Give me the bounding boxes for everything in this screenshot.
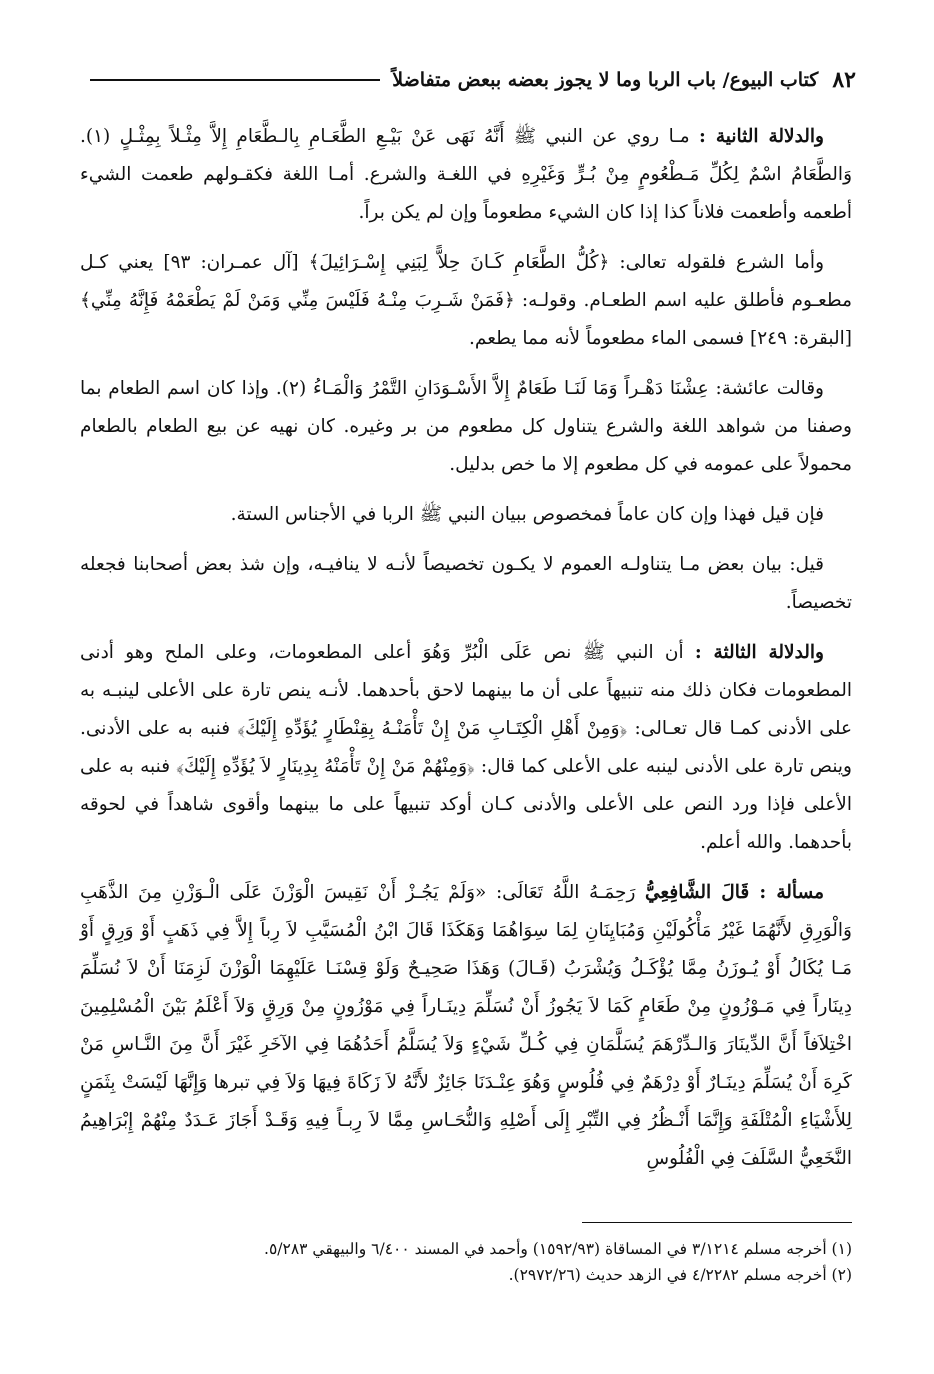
paragraph-text: مـا روي عن النبي ﷺ أَنَّهُ نَهَى عَنْ بَيْـعِ الطَّعَـامِ بِالـطَّعَامِ إِلاَّ مِثْـلاً بِمِثْـلٍ (١). وَالطَّعَامُ اسْمٌ لِكُلِّ مَـطْعُومٍ مِنْ بُـرٍّ وَغَيْرِهِ في اللغـة والشرع. أمـا اللغة فكقـولهم طعمت الشيء أطعمه وأطعمت فلاناً كذا إذا كان الشيء مطعوماً وإن لم يكن براً. xyxy=(80,126,852,223)
paragraph-lead: والدلالة الثانية : xyxy=(699,126,824,147)
paragraph xyxy=(80,118,852,232)
footnote: (٢) أخرجه مسلم ٤/٢٢٨٢ في الزهد حديث (٢٩٧٢/٢٦). xyxy=(508,1266,852,1284)
paragraph-text: فإن قيل فهذا وإن كان عاماً فمخصوص ببيان النبي ﷺ الربا في الأجناس الستة. xyxy=(230,504,824,525)
footnote-rule xyxy=(582,1222,852,1223)
paragraph xyxy=(80,874,852,1178)
paragraph-text: رَحِمَـهُ اللَّهُ تَعَالَى: «وَلَمْ يَجُـزْ أَنْ نَقِيسَ الْوَزْنَ عَلَى الْـوَزْنِ مِنَ الذَّهَبِ وَالْوَرِقِ لأَنَّهُمَا غَيْرُ مَأْكُولَيْنِ وَمُبَايِنَانِ لِمَا سِوَاهُمَا وَهَكَذَا قَالَ ابْنُ الْمُسَيَّبِ لاَ رِباً إِلاَّ فِي ذَهَبٍ أَوْ وَرِقٍ أَوْ مَـا يُكَالُ أَوْ يُـوزَنُ مِمَّا يُؤْكَـلُ وَيُشْرَبُ (قَـالَ) وَهَذَا صَحِيـحٌ وَلَوْ قِسْنَـا عَلَيْهِمَا الْوَزْنَ لَزِمَنَا أَنْ لاَ نُسَلِّمَ دِينَاراً فِي مَـوْزُونٍ مِنْ طَعَامٍ كَمَا لاَ يَجُوزُ أَنْ نُسَلِّمَ دِينَـاراً فِي مَوْزُونٍ مِنْ وَرِقٍ وَلاَ أَعْلَمُ بَيْنَ الْمُسْلِمِينَ اخْتِلاَفاً أَنَّ الدِّينَارَ وَالـدِّرْهَمَ يُسَلَّمَانِ فِي كُـلِّ شَيْءٍ وَلاَ يُسَلَّمُ أَحَدُهُمَا فِي الآخَرِ غَيْرَ أَنَّ مِنَ النَّـاسِ مَنْ كَرِهَ أَنْ يُسَلِّمَ دِينَـارٌ أَوْ دِرْهَمٌ فِي فُلُوسٍ وَهُوَ عِنْـدَنَا جَائِزٌ لأَنَّهُ لاَ زَكَاةَ فِيهَا وَلاَ فِي تبرها وَإِنَّهَا لَيْسَتْ بِثَمَنٍ لِلأَشْيَاءِ الْمُتْلَفَةِ وَإِنَّمَا أَنْـظُرُ فِي التِّبْرِ إِلَى أَصْلِهِ وَالنُّحَـاسِ مِمَّا لاَ رِبـاً فِيهِ وَقَـدْ أَجَازَ عَـدَدٌ مِنْهُمْ إِبْرَاهِيمُ النَّخَعِيُّ السَّلَفَ فِي الْفُلُوسِ xyxy=(80,882,852,1169)
page-header xyxy=(78,60,856,100)
paragraph-text: قيل: بيان بعض مـا يتناولـه العموم لا يكـون تخصيصاً لأنـه لا ينافيـه، وإن شذ بعض أصحابنا فجعله تخصيصاً. xyxy=(80,554,852,613)
paragraph xyxy=(80,370,852,484)
paragraph-text: وأما الشرع فلقوله تعالى: ﴿كُلُّ الطَّعَامِ كَـانَ حِلاًّ لِبَنِي إِسْـرَائِيلَ﴾ [آل عمـران: ٩٣] يعني كـل مطعـوم فأطلق عليه اسم الطعـام. وقولـه: ﴿فَمَنْ شَـرِبَ مِنْـهُ فَلَيْسَ مِنِّي وَمَنْ لَمْ يَطْعَمْهُ فَإِنَّهُ مِنِّي﴾ [البقرة: ٢٤٩] فسمى الماء مطعوماً لأنه مما يطعم. xyxy=(80,252,852,349)
paragraph-lead: والدلالة الثالثة : xyxy=(694,642,824,663)
paragraph xyxy=(80,244,852,358)
footnote: (١) أخرجه مسلم ٣/١٢١٤ في المساقاة (١٥٩٢/٩٣) وأحمد في المسند ٦/٤٠٠ والبيهقي ٥/٢٨٣. xyxy=(264,1240,852,1258)
header-rule xyxy=(90,79,380,81)
paragraph-text: وقالت عائشة: عِشْنَا دَهْـراً وَمَا لَنَـا طَعَامٌ إِلاَّ الأَسْـوَدَانِ التَّمْرُ وَالْمَـاءُ (٢). وإذا كان اسم الطعام بما وصفنا من شواهد اللغة والشرع يتناول كل مطعوم من بر وغيره. كان نهيه عن بيع الطعام بالطعام محمولاً على عمومه في كل مطعوم إلا ما خص بدليل. xyxy=(80,378,852,475)
paragraph-lead: مسألة : قَالَ الشَّافِعِيُّ xyxy=(645,882,824,903)
paragraph xyxy=(80,634,852,862)
page-body xyxy=(80,118,852,1190)
paragraph xyxy=(80,496,852,534)
paragraph-text: أن النبي ﷺ نص عَلَى الْبُرِّ وَهُوَ أعلى المطعومات، وعلى الملح وهو أدنى المطعومات فكان ذلك منه تنبيهاً على أن ما بينهما لاحق بأحدهما. لأنـه ينص تارة على الأعلى لينبـه به على الأدنى كمـا قال تعـالى: ﴿وَمِنْ أَهْلِ الْكِتَـابِ مَنْ إِنْ تَأْمَنْـهُ بِقِنْطَارٍ يُؤَدِّهِ إِلَيْكَ﴾ فنبه به على الأدنى. وينص تارة على الأدنى لينبه على الأعلى كما قال: ﴿وَمِنْهُمْ مَنْ إِنْ تَأْمَنْهُ بِدِينَارٍ لاَ يُؤَدِّهِ إِلَيْكَ﴾ فنبه به على الأعلى فإذا ورد النص على الأعلى والأدنى كـان أوكد تنبيهاً على ما بينهما وأقوى شاهداً في لحوقه بأحدهما. والله أعلم. xyxy=(80,642,852,853)
page-number: ٨٢ xyxy=(832,67,856,93)
paragraph xyxy=(80,546,852,622)
footnotes xyxy=(80,1236,852,1288)
running-title: كتاب البيوع/ باب الربا وما لا يجوز بعضه ببعض متفاضلاً xyxy=(392,69,819,91)
